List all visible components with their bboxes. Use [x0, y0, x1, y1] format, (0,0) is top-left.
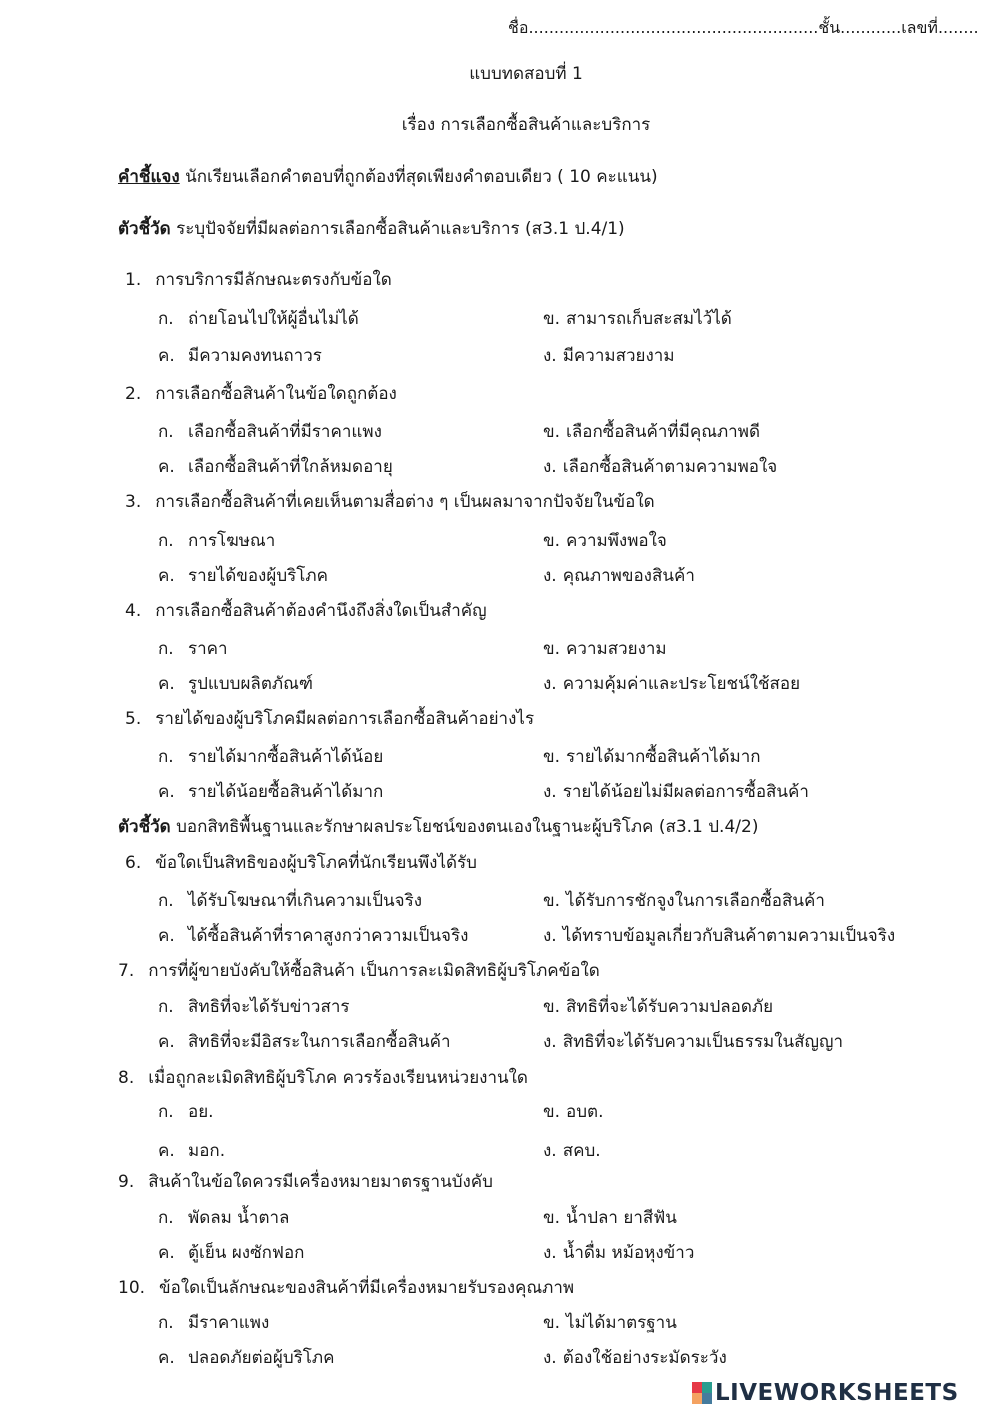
question-number: 7.: [118, 961, 135, 981]
option-text: ความพึงพอใจ: [566, 531, 667, 551]
question-number: 4.: [125, 601, 142, 621]
option-5-3[interactable]: [158, 784, 383, 801]
option-text: มีราคาแพง: [188, 1313, 270, 1333]
option-letter: ก.: [158, 309, 174, 329]
option-6-1[interactable]: [158, 893, 422, 910]
option-letter: ค.: [158, 674, 175, 694]
option-text: สามารถเก็บสะสมไว้ได้: [566, 309, 732, 329]
option-9-1[interactable]: [158, 1210, 289, 1227]
logo-square: [702, 1382, 712, 1393]
option-3-4[interactable]: [543, 568, 695, 585]
option-text: ถ่ายโอนไปให้ผู้อื่นไม่ได้: [188, 309, 359, 329]
option-text: ปลอดภัยต่อผู้บริโภค: [188, 1348, 335, 1368]
option-5-1[interactable]: [158, 749, 383, 766]
option-6-4[interactable]: [543, 928, 895, 945]
option-letter: ก.: [158, 531, 174, 551]
option-letter: ง.: [543, 346, 557, 366]
option-1-4[interactable]: [543, 348, 675, 365]
option-7-3[interactable]: [158, 1034, 451, 1051]
option-letter: ก.: [158, 1102, 174, 1122]
instruction: [118, 169, 658, 186]
option-letter: ก.: [158, 891, 174, 911]
question-number: 9.: [118, 1172, 135, 1192]
option-7-1[interactable]: [158, 999, 350, 1016]
option-text: การโฆษณา: [188, 531, 276, 551]
option-text: รูปแบบผลิตภัณฑ์: [188, 674, 313, 694]
option-text: ราคา: [188, 639, 228, 659]
option-text: เลือกซื้อสินค้าที่ใกล้หมดอายุ: [188, 457, 393, 477]
question-number: 10.: [118, 1278, 146, 1298]
option-text: สิทธิที่จะได้รับความเป็นธรรมในสัญญา: [562, 1032, 844, 1052]
option-7-4[interactable]: [543, 1034, 843, 1051]
option-letter: ง.: [543, 457, 557, 477]
question-text: การเลือกซื้อสินค้าที่เคยเห็นตามสื่อต่าง ๆ เป็นผลมาจากปัจจัยในข้อใด: [155, 492, 655, 512]
question-4: [125, 603, 487, 620]
question-number: 8.: [118, 1068, 135, 1088]
instruction-label: คำชี้แจง: [118, 167, 180, 187]
option-6-3[interactable]: [158, 928, 468, 945]
question-number: 1.: [125, 270, 142, 290]
option-text: มอก.: [188, 1141, 226, 1161]
indicator-text: บอกสิทธิพื้นฐานและรักษาผลประโยชน์ของตนเองในฐานะผู้บริโภค (ส3.1 ป.4/2): [170, 817, 759, 837]
question-text: ข้อใดเป็นลักษณะของสินค้าที่มีเครื่องหมายรับรองคุณภาพ: [159, 1278, 575, 1298]
option-5-4[interactable]: [543, 784, 809, 801]
option-text: คุณภาพของสินค้า: [562, 566, 695, 586]
logo-square: [702, 1393, 712, 1404]
test-subject: เรื่อง การเลือกซื้อสินค้าและบริการ: [401, 115, 651, 135]
option-letter: ก.: [158, 639, 174, 659]
option-letter: ก.: [158, 1313, 174, 1333]
liveworksheets-icon: [692, 1382, 712, 1404]
option-4-3[interactable]: [158, 676, 313, 693]
option-9-4[interactable]: [543, 1245, 694, 1262]
indicator-label: ตัวชี้วัด: [118, 219, 171, 239]
option-9-2[interactable]: [543, 1210, 677, 1227]
question-3: [125, 494, 655, 511]
option-letter: ค.: [158, 1032, 175, 1052]
option-9-3[interactable]: [158, 1245, 304, 1262]
option-8-2[interactable]: [543, 1104, 603, 1121]
option-text: เลือกซื้อสินค้าที่มีราคาแพง: [188, 422, 382, 442]
question-7: [118, 963, 600, 980]
option-letter: ค.: [158, 926, 175, 946]
option-text: รายได้น้อยซื้อสินค้าได้มาก: [188, 782, 384, 802]
option-text: สคบ.: [562, 1141, 601, 1161]
option-text: รายได้น้อยไม่มีผลต่อการซื้อสินค้า: [562, 782, 809, 802]
option-6-2[interactable]: [543, 893, 825, 910]
option-text: ได้ทราบข้อมูลเกี่ยวกับสินค้าตามความเป็นจริง: [562, 926, 896, 946]
question-text: การเลือกซื้อสินค้าต้องคำนึงถึงสิ่งใดเป็นสำคัญ: [155, 601, 487, 621]
option-letter: ข.: [543, 1102, 561, 1122]
option-letter: ข.: [543, 747, 561, 767]
option-text: น้ำปลา ยาสีฟัน: [566, 1208, 677, 1228]
option-letter: ค.: [158, 346, 175, 366]
question-text: การเลือกซื้อสินค้าในข้อใดถูกต้อง: [155, 384, 397, 404]
option-letter: ง.: [543, 566, 557, 586]
option-text: เลือกซื้อสินค้าตามความพอใจ: [562, 457, 778, 477]
test-title: แบบทดสอบที่ 1: [469, 64, 583, 84]
question-text: การที่ผู้ขายบังคับให้ซื้อสินค้า เป็นการละเมิดสิทธิผู้บริโภคข้อใด: [148, 961, 600, 981]
option-text: เลือกซื้อสินค้าที่มีคุณภาพดี: [566, 422, 760, 442]
logo-square: [692, 1382, 702, 1393]
option-text: อบต.: [566, 1102, 604, 1122]
option-letter: ข.: [543, 891, 561, 911]
option-text: มีความคงทนถาวร: [188, 346, 322, 366]
option-2-4[interactable]: [543, 459, 777, 476]
student-info-line: ชื่อ.........................................................ชั้น............เลขที่........: [508, 18, 979, 37]
option-10-1[interactable]: [158, 1315, 269, 1332]
question-1: [125, 272, 392, 289]
indicator-2: [118, 819, 758, 836]
option-letter: ง.: [543, 926, 557, 946]
question-text: การบริการมีลักษณะตรงกับข้อใด: [155, 270, 392, 290]
option-letter: ง.: [543, 1032, 557, 1052]
option-letter: ค.: [158, 1141, 175, 1161]
option-letter: ก.: [158, 747, 174, 767]
option-text: สิทธิที่จะได้รับความปลอดภัย: [566, 997, 774, 1017]
option-1-1[interactable]: [158, 311, 359, 328]
option-text: มีความสวยงาม: [562, 346, 675, 366]
option-text: ได้รับการชักจูงในการเลือกซื้อสินค้า: [566, 891, 825, 911]
option-10-4[interactable]: [543, 1350, 727, 1367]
option-text: ความสวยงาม: [566, 639, 667, 659]
option-7-2[interactable]: [543, 999, 773, 1016]
option-letter: ข.: [543, 1313, 561, 1333]
option-text: ได้ซื้อสินค้าที่ราคาสูงกว่าความเป็นจริง: [188, 926, 469, 946]
option-8-4[interactable]: [543, 1143, 601, 1160]
option-letter: ข.: [543, 309, 561, 329]
option-text: รายได้มากซื้อสินค้าได้มาก: [566, 747, 761, 767]
question-6: [125, 855, 477, 872]
option-3-3[interactable]: [158, 568, 328, 585]
question-5: [125, 711, 534, 728]
option-letter: ข.: [543, 1208, 561, 1228]
option-letter: ข.: [543, 422, 561, 442]
question-2: [125, 386, 397, 403]
option-text: ตู้เย็น ผงซักฟอก: [188, 1243, 305, 1263]
option-2-1[interactable]: [158, 424, 382, 441]
option-text: รายได้มากซื้อสินค้าได้น้อย: [188, 747, 384, 767]
question-number: 5.: [125, 709, 142, 729]
indicator-1: [118, 221, 625, 238]
option-text: รายได้ของผู้บริโภค: [188, 566, 328, 586]
option-letter: ค.: [158, 782, 175, 802]
option-text: อย.: [188, 1102, 214, 1122]
option-text: ได้รับโฆษณาที่เกินความเป็นจริง: [188, 891, 422, 911]
option-4-4[interactable]: [543, 676, 800, 693]
question-text: สินค้าในข้อใดควรมีเครื่องหมายมาตรฐานบังคับ: [148, 1172, 493, 1192]
question-text: รายได้ของผู้บริโภคมีผลต่อการเลือกซื้อสินค้าอย่างไร: [155, 709, 535, 729]
question-10: [118, 1280, 574, 1297]
liveworksheets-logo: [692, 1380, 959, 1406]
option-3-1[interactable]: [158, 533, 275, 550]
option-letter: ข.: [543, 531, 561, 551]
option-text: ต้องใช้อย่างระมัดระวัง: [562, 1348, 727, 1368]
option-text: สิทธิที่จะมีอิสระในการเลือกซื้อสินค้า: [188, 1032, 451, 1052]
option-10-3[interactable]: [158, 1350, 334, 1367]
logo-square: [692, 1393, 702, 1404]
option-letter: ข.: [543, 997, 561, 1017]
option-1-3[interactable]: [158, 348, 322, 365]
option-letter: ง.: [543, 782, 557, 802]
option-letter: ง.: [543, 674, 557, 694]
option-letter: ค.: [158, 457, 175, 477]
option-letter: ง.: [543, 1243, 557, 1263]
option-letter: ง.: [543, 1141, 557, 1161]
indicator-text: ระบุปัจจัยที่มีผลต่อการเลือกซื้อสินค้าและบริการ (ส3.1 ป.4/1): [170, 219, 625, 239]
option-text: สิทธิที่จะได้รับข่าวสาร: [188, 997, 350, 1017]
question-text: เมื่อถูกละเมิดสิทธิผู้บริโภค ควรร้องเรียนหน่วยงานใด: [148, 1068, 528, 1088]
option-5-2[interactable]: [543, 749, 761, 766]
question-number: 2.: [125, 384, 142, 404]
option-letter: ง.: [543, 1348, 557, 1368]
option-letter: ค.: [158, 1348, 175, 1368]
option-letter: ข.: [543, 639, 561, 659]
option-letter: ค.: [158, 566, 175, 586]
option-text: ไม่ได้มาตรฐาน: [566, 1313, 677, 1333]
indicator-label: ตัวชี้วัด: [118, 817, 171, 837]
option-4-1[interactable]: [158, 641, 228, 658]
option-3-2[interactable]: [543, 533, 667, 550]
option-letter: ก.: [158, 1208, 174, 1228]
option-text: พัดลม น้ำตาล: [188, 1208, 290, 1228]
option-2-2[interactable]: [543, 424, 760, 441]
option-8-1[interactable]: [158, 1104, 214, 1121]
question-number: 3.: [125, 492, 142, 512]
option-2-3[interactable]: [158, 459, 393, 476]
option-4-2[interactable]: [543, 641, 667, 658]
option-text: ความคุ้มค่าและประโยชน์ใช้สอย: [562, 674, 801, 694]
option-text: น้ำดื่ม หม้อหุงข้าว: [562, 1243, 695, 1263]
instruction-text: นักเรียนเลือกคำตอบที่ถูกต้องที่สุดเพียงคำตอบเดียว ( 10 คะแนน): [179, 167, 658, 187]
option-letter: ก.: [158, 997, 174, 1017]
option-1-2[interactable]: [543, 311, 732, 328]
brand-name: LIVEWORKSHEETS: [715, 1380, 959, 1406]
option-8-3[interactable]: [158, 1143, 225, 1160]
question-text: ข้อใดเป็นสิทธิของผู้บริโภคที่นักเรียนพึงได้รับ: [155, 853, 477, 873]
question-8: [118, 1070, 528, 1087]
question-9: [118, 1174, 493, 1191]
option-10-2[interactable]: [543, 1315, 677, 1332]
question-number: 6.: [125, 853, 142, 873]
option-letter: ก.: [158, 422, 174, 442]
option-letter: ค.: [158, 1243, 175, 1263]
